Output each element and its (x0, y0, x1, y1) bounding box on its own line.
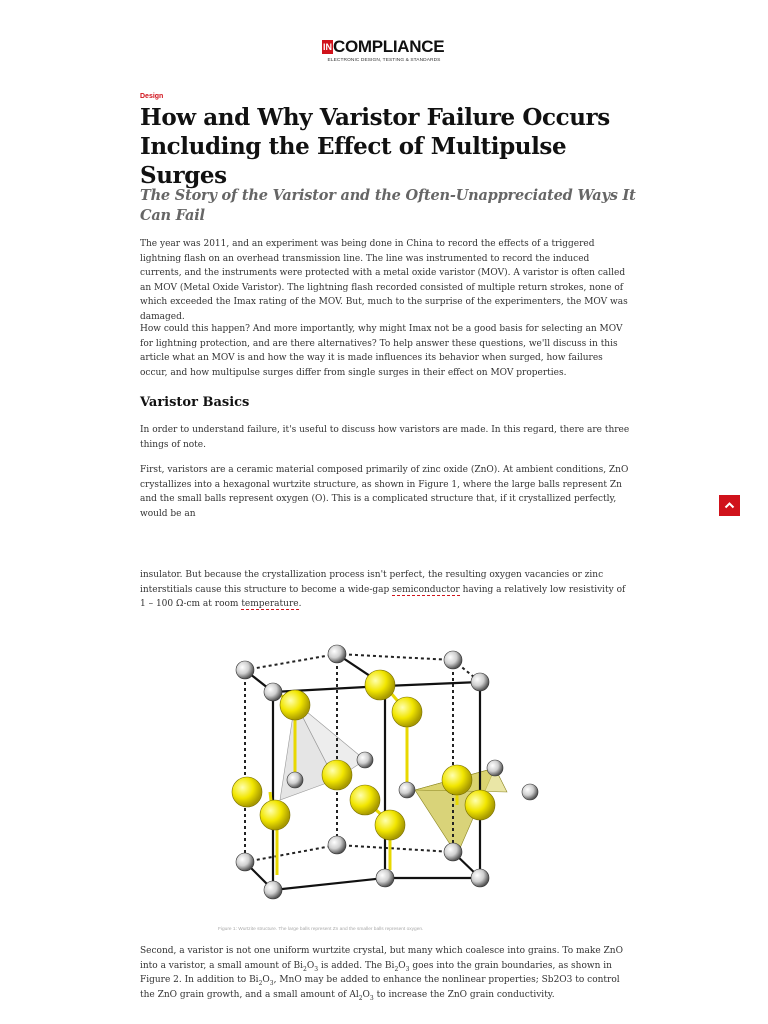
temperature-link[interactable]: temperature (241, 599, 299, 610)
subscript-2c: 2 (258, 979, 263, 987)
article-title: How and Why Varistor Failure Occurs Including the Effect of Multipulse Surges (140, 104, 610, 189)
subscript-3d: 3 (369, 994, 374, 1002)
section-heading: Varistor Basics (140, 395, 250, 410)
subscript-3: 3 (314, 965, 319, 973)
subscript-2d: 2 (358, 994, 363, 1002)
logo-in-badge: IN (323, 42, 332, 52)
paragraph-insulator-text-2: having a relatively low resistivity of 1 – 100 Ω-cm at room (140, 584, 626, 610)
back-to-top-button[interactable] (719, 495, 740, 516)
article-subtitle: The Story of the Varistor and the Often-Unappreciated Ways It Can Fail (140, 187, 636, 224)
paragraph-insulator-text-3: . (298, 599, 302, 610)
wurtzite-structure-diagram (225, 640, 545, 902)
paragraph-questions: How could this happen? And more importantly, why might Imax not be a good basis for selecting an MOV for lightning protection, and are there alternatives? To help answer these questions, we'll discuss in this article what an MOV is and how the way it is made influences its behavior when surged, how failures occur, and how multipulse surges differ from single surges in their effect on MOV properties. (140, 324, 623, 378)
p6-text-3: goes into the grain boundaries, as shown in Figure 2. In addition to Bi (140, 960, 612, 986)
paragraph-insulator-text-1: insulator. But because the crystallization process isn't perfect, the resulting oxygen vacancies or zinc interstitials cause this structure to become a wide-gap (140, 570, 604, 595)
logo-mark (322, 38, 446, 56)
subscript-2: 2 (302, 965, 307, 973)
chevron-up-icon (719, 495, 740, 516)
category-link[interactable]: Design (140, 93, 164, 100)
p6-text-2: is added. The Bi (318, 960, 395, 971)
logo[interactable] (322, 38, 446, 68)
subscript-3c: 3 (269, 979, 274, 987)
logo-tagline: ELECTRONIC DESIGN, TESTING & STANDARDS (327, 58, 441, 63)
subscript-2b: 2 (394, 965, 399, 973)
paragraph-second: Second, a varistor is not one uniform wurtzite crystal, but many which coalesce into grains. To make ZnO into a varistor, a small amount of $Bi_2O_3$ is added. The $Bi_2O_3$ goes into the grain boundaries, as shown in Figure 2. In addition to $Bi_2O_3$, MnO may be added to enhance the nonlinear properties; Sb2O3 to control the ZnO grain growth, and a small amount of $Al_2O_3$ to increase the ZnO grain conductivity. (140, 946, 623, 1002)
figure-caption: Figure 1: Wurtzite structure. The large balls represent Zn and the smaller balls represent oxygen. (218, 927, 424, 932)
p6-text-4: , MnO may be added to enhance the nonlinear properties; Sb2O3 to control the ZnO grain growth, and a small amount of Al (140, 975, 620, 1000)
semiconductor-link[interactable]: semiconductor (392, 584, 460, 595)
paragraph-intro: The year was 2011, and an experiment was being done in China to record the effects of a triggered lightning flash on an overhead transmission line. The line was instrumented to record the induced currents, and the instruments were protected with a metal oxide varistor (MOV). A varistor is often called an MOV (Metal Oxide Varistor). The lightning flash recorded consisted of multiple return strokes, none of which exceeded the Imax rating of the MOV. But, much to the surprise of the experimenters, the MOV was damaged. (140, 239, 628, 322)
p6-text-5: to increase the ZnO grain conductivity. (373, 989, 555, 1000)
paragraph-first: First, varistors are a ceramic material composed primarily of zinc oxide (ZnO). At ambient conditions, ZnO crystallizes into a hexagonal wurtzite structure, as shown in Figure 1, where the large balls represent Zn and the small balls represent oxygen (O). This is a complicated structure that, if it crystallized perfectly, would be an (140, 465, 629, 519)
p6-text-1: Second, a varistor is not one uniform wurtzite crystal, but many which coalesce into grains. To make ZnO into a varistor, a small amount of Bi (140, 946, 623, 971)
wurtzite-figure (225, 640, 545, 902)
subscript-3b: 3 (405, 965, 410, 973)
logo-wordmark: COMPLIANCE (333, 37, 445, 56)
paragraph-insulator (140, 568, 630, 612)
paragraph-basics: In order to understand failure, it's useful to discuss how varistors are made. In this regard, there are three things of note. (140, 425, 630, 450)
